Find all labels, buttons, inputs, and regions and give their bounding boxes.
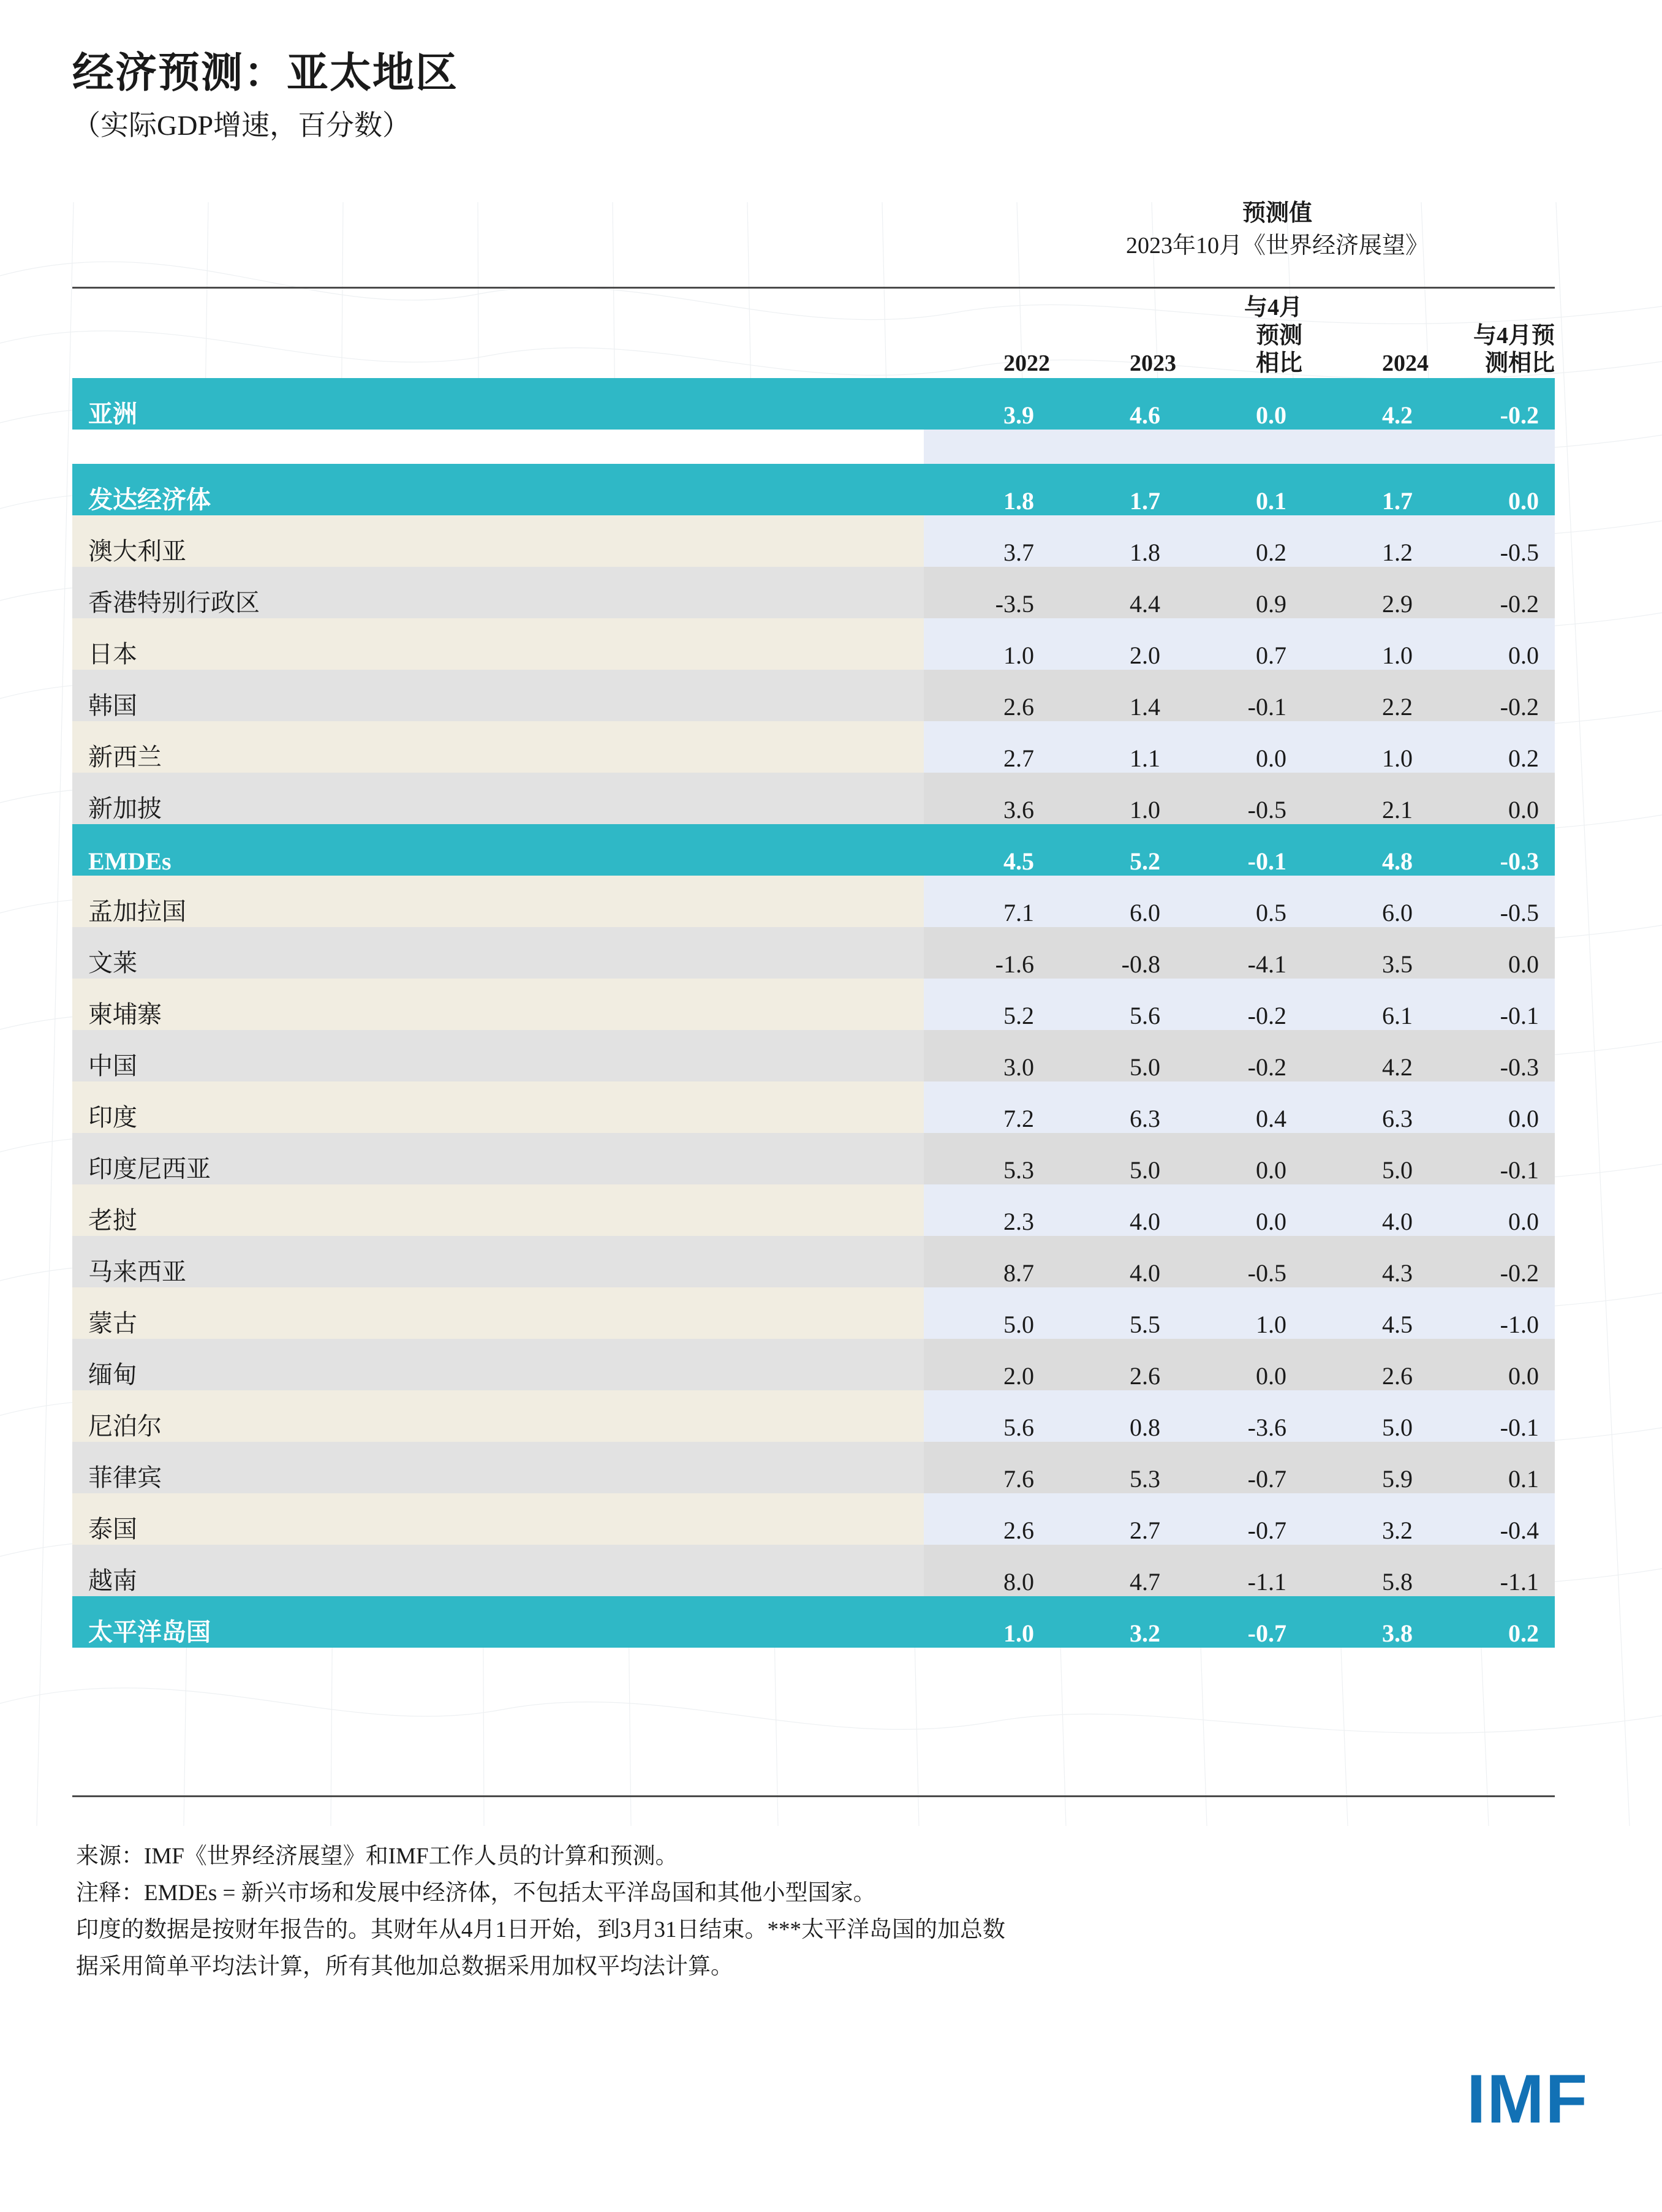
cell-2024: 2.9 [1302, 567, 1429, 618]
cell-diff-2024: -1.1 [1429, 1545, 1555, 1596]
row-label: 马来西亚 [72, 1236, 924, 1287]
table-row [72, 1442, 1555, 1493]
cell-2024: 4.8 [1302, 824, 1429, 876]
col-header-diff-2024-line1: 与4月预 [1473, 322, 1555, 349]
table-row [72, 1287, 1555, 1339]
cell-2023: -0.8 [1050, 927, 1176, 979]
cell-2023: 5.3 [1050, 1442, 1176, 1493]
cell-2022: 1.8 [924, 464, 1050, 515]
cell-2023: 1.4 [1050, 670, 1176, 721]
cell-diff-2024: -0.1 [1429, 979, 1555, 1030]
cell-diff-2024: 0.0 [1429, 464, 1555, 515]
page-title: 经济预测：亚太地区 [72, 50, 459, 96]
table-row [72, 378, 1555, 430]
cell-2022: 5.3 [924, 1133, 1050, 1184]
row-label: 老挝 [72, 1184, 924, 1236]
cell-2024: 4.5 [1302, 1287, 1429, 1339]
cell-diff-2024: -0.5 [1429, 876, 1555, 927]
cell-diff-2024: 0.0 [1429, 1081, 1555, 1133]
cell-2022: 8.0 [924, 1545, 1050, 1596]
spacer-cell [924, 430, 1050, 464]
cell-2023: 1.7 [1050, 464, 1176, 515]
cell-diff-2024: -0.3 [1429, 1030, 1555, 1081]
cell-diff-2023: -1.1 [1176, 1545, 1302, 1596]
cell-2024: 1.7 [1302, 464, 1429, 515]
page-subtitle: （实际GDP增速，百分数） [72, 110, 411, 142]
notes-block [76, 1838, 1485, 1985]
cell-diff-2024: -0.5 [1429, 515, 1555, 567]
cell-diff-2023: 0.0 [1176, 378, 1302, 430]
table-row [72, 1545, 1555, 1596]
col-header-2022: 2022 [1003, 350, 1050, 377]
cell-2023: 6.3 [1050, 1081, 1176, 1133]
row-label: 缅甸 [72, 1339, 924, 1390]
cell-diff-2024: 0.1 [1429, 1442, 1555, 1493]
cell-diff-2023: -0.1 [1176, 670, 1302, 721]
cell-diff-2024: -1.0 [1429, 1287, 1555, 1339]
spacer-cell [1302, 430, 1429, 464]
cell-2024: 4.3 [1302, 1236, 1429, 1287]
row-label: 新加披 [72, 773, 924, 824]
col-header-diff-2023 [1176, 294, 1302, 378]
table-row [72, 670, 1555, 721]
note-line-1: 注释：EMDEs = 新兴市场和发展中经济体，不包括太平洋岛国和其他小型国家。 [76, 1880, 876, 1906]
note-source: 来源：IMF《世界经济展望》和IMF工作人员的计算和预测。 [76, 1844, 678, 1869]
table-row [72, 1030, 1555, 1081]
row-label: 印度 [72, 1081, 924, 1133]
spacer-cell [1050, 430, 1176, 464]
cell-2022: -1.6 [924, 927, 1050, 979]
cell-2024: 3.5 [1302, 927, 1429, 979]
cell-2023: 1.8 [1050, 515, 1176, 567]
cell-2024: 5.9 [1302, 1442, 1429, 1493]
cell-2022: 3.0 [924, 1030, 1050, 1081]
cell-diff-2023: 0.2 [1176, 515, 1302, 567]
spacer-cell [72, 430, 924, 464]
cell-diff-2024: 0.0 [1429, 618, 1555, 670]
cell-2022: 4.5 [924, 824, 1050, 876]
cell-2024: 2.6 [1302, 1339, 1429, 1390]
cell-2024: 2.2 [1302, 670, 1429, 721]
cell-2022: 2.6 [924, 1493, 1050, 1545]
cell-2024: 5.8 [1302, 1545, 1429, 1596]
row-label: 中国 [72, 1030, 924, 1081]
title-block [72, 49, 458, 143]
spacer-cell [1176, 430, 1302, 464]
table-row [72, 618, 1555, 670]
table-row [72, 1596, 1555, 1648]
cell-2024: 1.0 [1302, 618, 1429, 670]
cell-diff-2023: -0.5 [1176, 1236, 1302, 1287]
cell-2024: 5.0 [1302, 1390, 1429, 1442]
cell-2024: 3.2 [1302, 1493, 1429, 1545]
table-row [72, 464, 1555, 515]
cell-2023: 4.6 [1050, 378, 1176, 430]
cell-2023: 4.0 [1050, 1236, 1176, 1287]
cell-diff-2024: -0.2 [1429, 378, 1555, 430]
table-row [72, 773, 1555, 824]
cell-2023: 3.2 [1050, 1596, 1176, 1648]
row-label: 新西兰 [72, 721, 924, 773]
table-spacer-row [72, 430, 1555, 464]
row-label: 柬埔寨 [72, 979, 924, 1030]
cell-diff-2023: -0.2 [1176, 1030, 1302, 1081]
table-row [72, 567, 1555, 618]
table-top-rule [72, 287, 1555, 289]
row-label: 日本 [72, 618, 924, 670]
cell-diff-2023: 0.7 [1176, 618, 1302, 670]
cell-2023: 5.6 [1050, 979, 1176, 1030]
cell-2024: 1.0 [1302, 721, 1429, 773]
cell-diff-2024: 0.0 [1429, 927, 1555, 979]
row-label: 蒙古 [72, 1287, 924, 1339]
cell-2023: 4.7 [1050, 1545, 1176, 1596]
table-row [72, 1236, 1555, 1287]
cell-diff-2023: 0.0 [1176, 721, 1302, 773]
cell-diff-2023: -0.1 [1176, 824, 1302, 876]
cell-diff-2023: -0.7 [1176, 1493, 1302, 1545]
note-line-3: 据采用简单平均法计算，所有其他加总数据采用加权平均法计算。 [76, 1953, 733, 1979]
cell-diff-2024: -0.2 [1429, 1236, 1555, 1287]
table-row [72, 1493, 1555, 1545]
cell-2022: 5.2 [924, 979, 1050, 1030]
row-label: 发达经济体 [72, 464, 924, 515]
table-row [72, 1081, 1555, 1133]
cell-diff-2024: 0.0 [1429, 773, 1555, 824]
row-label: 印度尼西亚 [72, 1133, 924, 1184]
cell-2024: 3.8 [1302, 1596, 1429, 1648]
cell-diff-2023: 1.0 [1176, 1287, 1302, 1339]
row-label: 澳大利亚 [72, 515, 924, 567]
cell-2022: -3.5 [924, 567, 1050, 618]
cell-2022: 2.0 [924, 1339, 1050, 1390]
cell-2024: 5.0 [1302, 1133, 1429, 1184]
cell-diff-2023: -0.7 [1176, 1596, 1302, 1648]
cell-diff-2024: 0.0 [1429, 1339, 1555, 1390]
table-head [72, 294, 1555, 378]
cell-diff-2023: -0.7 [1176, 1442, 1302, 1493]
row-label: 越南 [72, 1545, 924, 1596]
cell-2024: 6.1 [1302, 979, 1429, 1030]
row-label: 文莱 [72, 927, 924, 979]
row-label: 尼泊尔 [72, 1390, 924, 1442]
col-header-diff-2023-line1: 与4月 [1244, 295, 1302, 320]
cell-2022: 2.7 [924, 721, 1050, 773]
spacer-cell [1429, 430, 1555, 464]
row-label: 菲律宾 [72, 1442, 924, 1493]
cell-2023: 6.0 [1050, 876, 1176, 927]
cell-diff-2024: -0.4 [1429, 1493, 1555, 1545]
cell-2022: 3.7 [924, 515, 1050, 567]
table-body [72, 378, 1555, 1648]
cell-diff-2024: -0.1 [1429, 1133, 1555, 1184]
row-label: 孟加拉国 [72, 876, 924, 927]
col-header-2024: 2024 [1382, 350, 1429, 377]
cell-2022: 7.2 [924, 1081, 1050, 1133]
col-header-diff-2024 [1429, 294, 1555, 378]
table-bottom-rule [72, 1795, 1555, 1797]
table-row [72, 515, 1555, 567]
table-row [72, 876, 1555, 927]
cell-diff-2024: 0.2 [1429, 721, 1555, 773]
cell-2023: 4.0 [1050, 1184, 1176, 1236]
row-label: 亚洲 [72, 378, 924, 430]
cell-2024: 6.3 [1302, 1081, 1429, 1133]
col-header-diff-2023-line3: 相比 [1255, 350, 1302, 377]
cell-2023: 5.5 [1050, 1287, 1176, 1339]
cell-diff-2023: 0.9 [1176, 567, 1302, 618]
table-header-row [72, 294, 1555, 378]
cell-2024: 4.2 [1302, 378, 1429, 430]
cell-2024: 4.0 [1302, 1184, 1429, 1236]
cell-2023: 5.0 [1050, 1030, 1176, 1081]
forecast-header [992, 199, 1562, 261]
cell-2022: 7.6 [924, 1442, 1050, 1493]
cell-diff-2023: 0.4 [1176, 1081, 1302, 1133]
cell-diff-2023: -0.2 [1176, 979, 1302, 1030]
table-row [72, 1133, 1555, 1184]
cell-diff-2024: -0.2 [1429, 670, 1555, 721]
forecast-table [72, 294, 1555, 1648]
cell-diff-2023: -0.5 [1176, 773, 1302, 824]
cell-2023: 0.8 [1050, 1390, 1176, 1442]
row-label: 香港特别行政区 [72, 567, 924, 618]
row-label: EMDEs [72, 824, 924, 876]
cell-2022: 2.3 [924, 1184, 1050, 1236]
cell-2024: 4.2 [1302, 1030, 1429, 1081]
cell-2022: 3.9 [924, 378, 1050, 430]
imf-logo: IMF [1467, 2061, 1588, 2137]
cell-diff-2024: -0.3 [1429, 824, 1555, 876]
table-row [72, 721, 1555, 773]
cell-diff-2023: -4.1 [1176, 927, 1302, 979]
row-label: 韩国 [72, 670, 924, 721]
table-row [72, 1390, 1555, 1442]
forecast-header-line1: 预测值 [1242, 200, 1312, 226]
cell-diff-2023: 0.0 [1176, 1339, 1302, 1390]
note-line-2: 印度的数据是按财年报告的。其财年从4月1日开始，到3月31日结束。***太平洋岛国的加总数 [76, 1917, 1005, 1942]
col-header-diff-2023-line2: 预测 [1255, 322, 1302, 349]
cell-2023: 4.4 [1050, 567, 1176, 618]
cell-2022: 3.6 [924, 773, 1050, 824]
cell-diff-2023: 0.0 [1176, 1133, 1302, 1184]
cell-2024: 1.2 [1302, 515, 1429, 567]
table-row [72, 1184, 1555, 1236]
cell-diff-2024: 0.0 [1429, 1184, 1555, 1236]
cell-diff-2024: -0.2 [1429, 567, 1555, 618]
col-header-2023: 2023 [1130, 350, 1176, 377]
cell-2023: 2.6 [1050, 1339, 1176, 1390]
cell-diff-2023: 0.1 [1176, 464, 1302, 515]
cell-2022: 5.6 [924, 1390, 1050, 1442]
cell-2022: 1.0 [924, 618, 1050, 670]
cell-diff-2023: 0.5 [1176, 876, 1302, 927]
cell-2022: 7.1 [924, 876, 1050, 927]
table-row [72, 824, 1555, 876]
cell-2022: 2.6 [924, 670, 1050, 721]
cell-diff-2024: 0.2 [1429, 1596, 1555, 1648]
row-label: 太平洋岛国 [72, 1596, 924, 1648]
cell-2022: 5.0 [924, 1287, 1050, 1339]
col-header-name [72, 294, 924, 378]
cell-2023: 1.0 [1050, 773, 1176, 824]
cell-2023: 2.0 [1050, 618, 1176, 670]
cell-2022: 1.0 [924, 1596, 1050, 1648]
forecast-header-line2: 2023年10月《世界经济展望》 [1125, 232, 1429, 259]
row-label: 泰国 [72, 1493, 924, 1545]
cell-2023: 2.7 [1050, 1493, 1176, 1545]
cell-diff-2023: -3.6 [1176, 1390, 1302, 1442]
col-header-diff-2024-line2: 测相比 [1484, 350, 1555, 377]
table-row [72, 1339, 1555, 1390]
cell-2024: 6.0 [1302, 876, 1429, 927]
cell-diff-2024: -0.1 [1429, 1390, 1555, 1442]
cell-2022: 8.7 [924, 1236, 1050, 1287]
cell-2023: 5.0 [1050, 1133, 1176, 1184]
table-row [72, 979, 1555, 1030]
cell-diff-2023: 0.0 [1176, 1184, 1302, 1236]
table-row [72, 927, 1555, 979]
cell-2023: 1.1 [1050, 721, 1176, 773]
cell-2023: 5.2 [1050, 824, 1176, 876]
cell-2024: 2.1 [1302, 773, 1429, 824]
